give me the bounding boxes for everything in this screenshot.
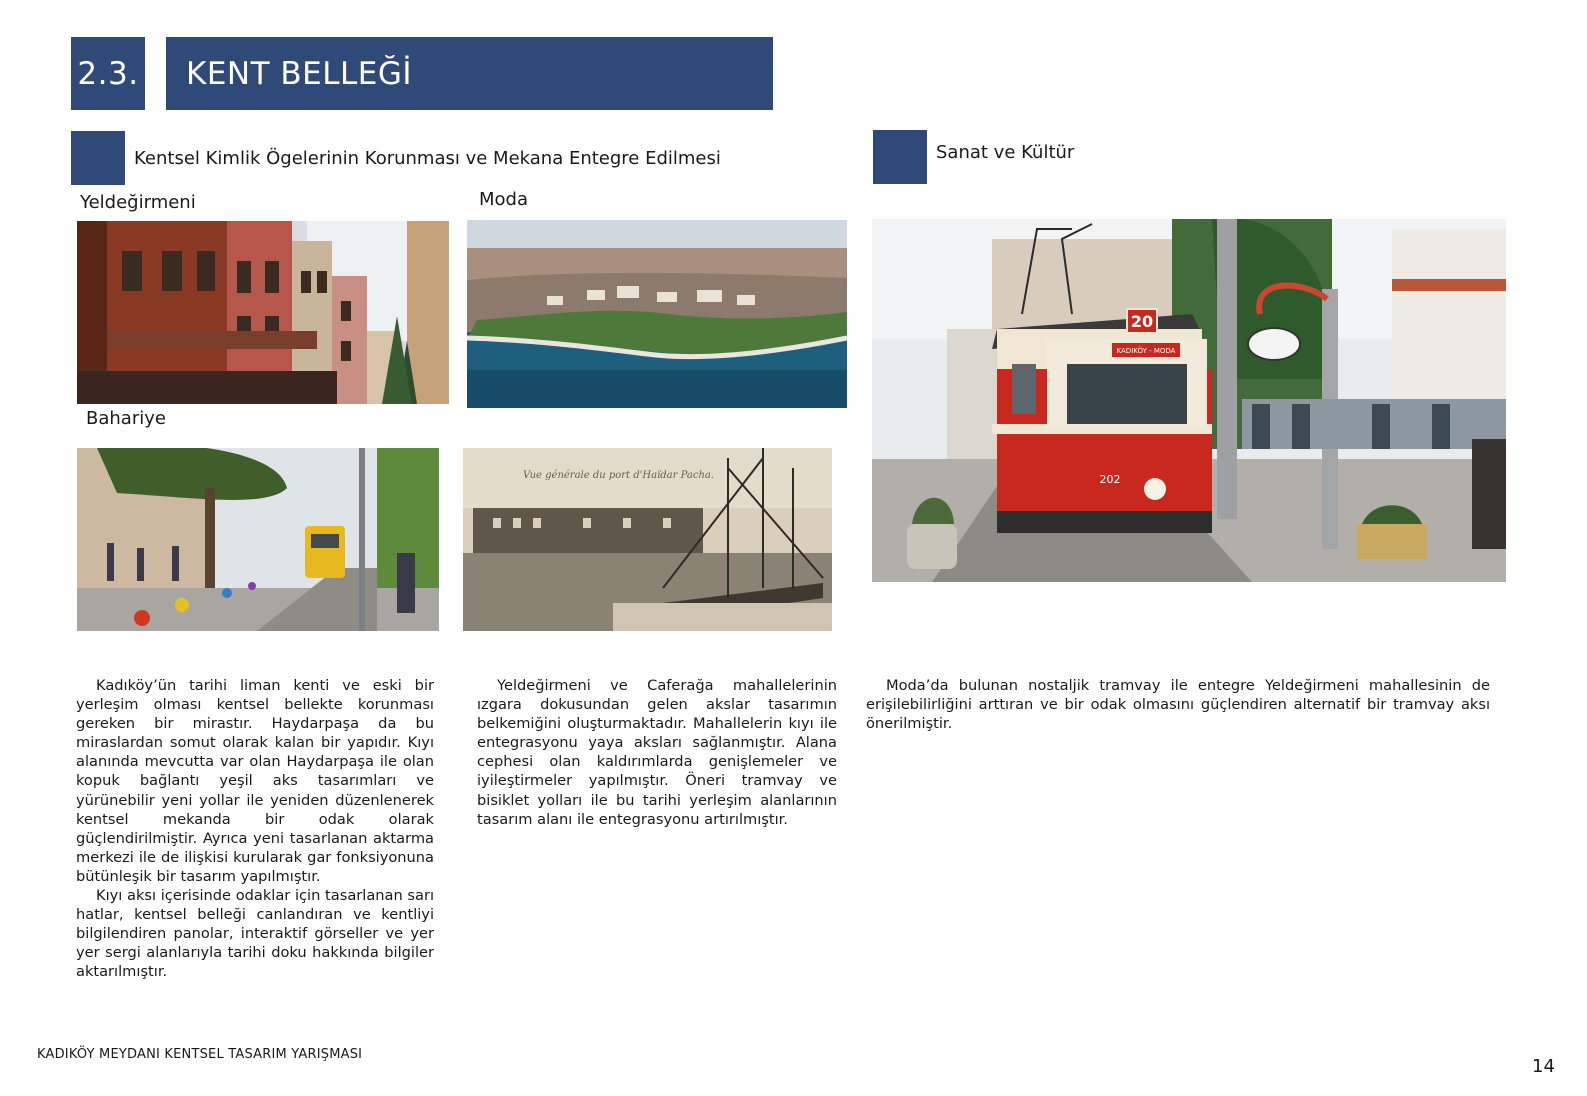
paragraph-2-1: Yeldeğirmeni ve Caferağa mahallelerinin ızgara dokusundan gelen akslar tasarımın belkemiğini oluşturmaktadır. Mahallelerin kıyı ile entegrasyonu yaya aksları sağlanmıştır. Alana cephesi olan kaldırımlarda genişlemeler ve iyileştirmeler yapılmıştır. Öneri tramvay ve bisiklet yolları ile bu tarihi yerleşim alanlarının tasarım alanı ile entegrasyonu artırılmıştır. <box>477 677 837 828</box>
tram-number: 20 <box>1130 312 1154 331</box>
text-column-2 <box>477 676 837 829</box>
text-column-3 <box>866 676 1490 733</box>
tram-car-number: 202 <box>1099 473 1121 486</box>
subsection-heading-right: Sanat ve Kültür <box>936 142 1075 163</box>
photo-moda-tram <box>872 219 1506 582</box>
subsection-marker-left <box>71 131 125 185</box>
photo-label-bahariye: Bahariye <box>86 408 166 429</box>
subsection-heading-left: Kentsel Kimlik Ögelerinin Korunması ve Mekana Entegre Edilmesi <box>134 148 721 169</box>
photo-label-moda: Moda <box>479 189 528 210</box>
section-title: KENT BELLEĞİ <box>186 55 413 92</box>
paragraph-3-1: Moda’da bulunan nostaljik tramvay ile entegre Yeldeğirmeni mahallesinin de erişilebilirliğini arttıran ve bir odak olmasını güçlendiren alternatif bir tramvay aksı önerilmiştir. <box>866 677 1490 733</box>
postcard-caption: Vue générale du port d'Haïdar Pacha. <box>523 470 715 481</box>
section-number-box <box>71 37 145 110</box>
paragraph-1-1: Kadıköy’ün tarihi liman kenti ve eski bir yerleşim olması kentsel bellekte korunması gereken bir mirastır. Haydarpaşa da bu miraslardan somut olarak kalan bir yapıdır. Kıyı alanında mevcutta var olan Haydarpaşa ile olan kopuk bağlantı yeşil aks tasarımları ve yürünebilir yeni yollar ile yeniden düzenlenerek kentsel mekanda bir odak olarak güçlendirilmiştir. Ayrıca yeni tasarlanan aktarma merkezi ile de ilişkisi kurularak gar fonksiyonuna bütünleşik bir tasarım yapılmıştır. <box>76 677 434 885</box>
photo-yeldegirmeni <box>77 221 449 404</box>
tram-route-sign: KADIKÖY - MODA <box>1116 347 1176 355</box>
subsection-marker-right <box>873 130 927 184</box>
photo-moda-aerial <box>467 220 847 408</box>
section-number: 2.3. <box>77 55 139 92</box>
photo-label-yeldegirmeni: Yeldeğirmeni <box>80 192 196 213</box>
footer-title: KADIKÖY MEYDANI KENTSEL TASARIM YARIŞMASI <box>37 1047 363 1062</box>
photo-haydarpasa-postcard <box>463 448 832 631</box>
paragraph-1-2: Kıyı aksı içerisinde odaklar için tasarlanan sarı hatlar, kentsel belleği canlandıran ve kentliyi bilgilendiren panolar, interaktif görseller ve yer yer sergi alanlarıyla tarihi doku hakkında bilgiler aktarılmıştır. <box>76 887 434 981</box>
section-title-box <box>166 37 773 110</box>
photo-bahariye <box>77 448 439 631</box>
page-number: 14 <box>1532 1056 1555 1077</box>
text-column-1 <box>76 676 434 982</box>
